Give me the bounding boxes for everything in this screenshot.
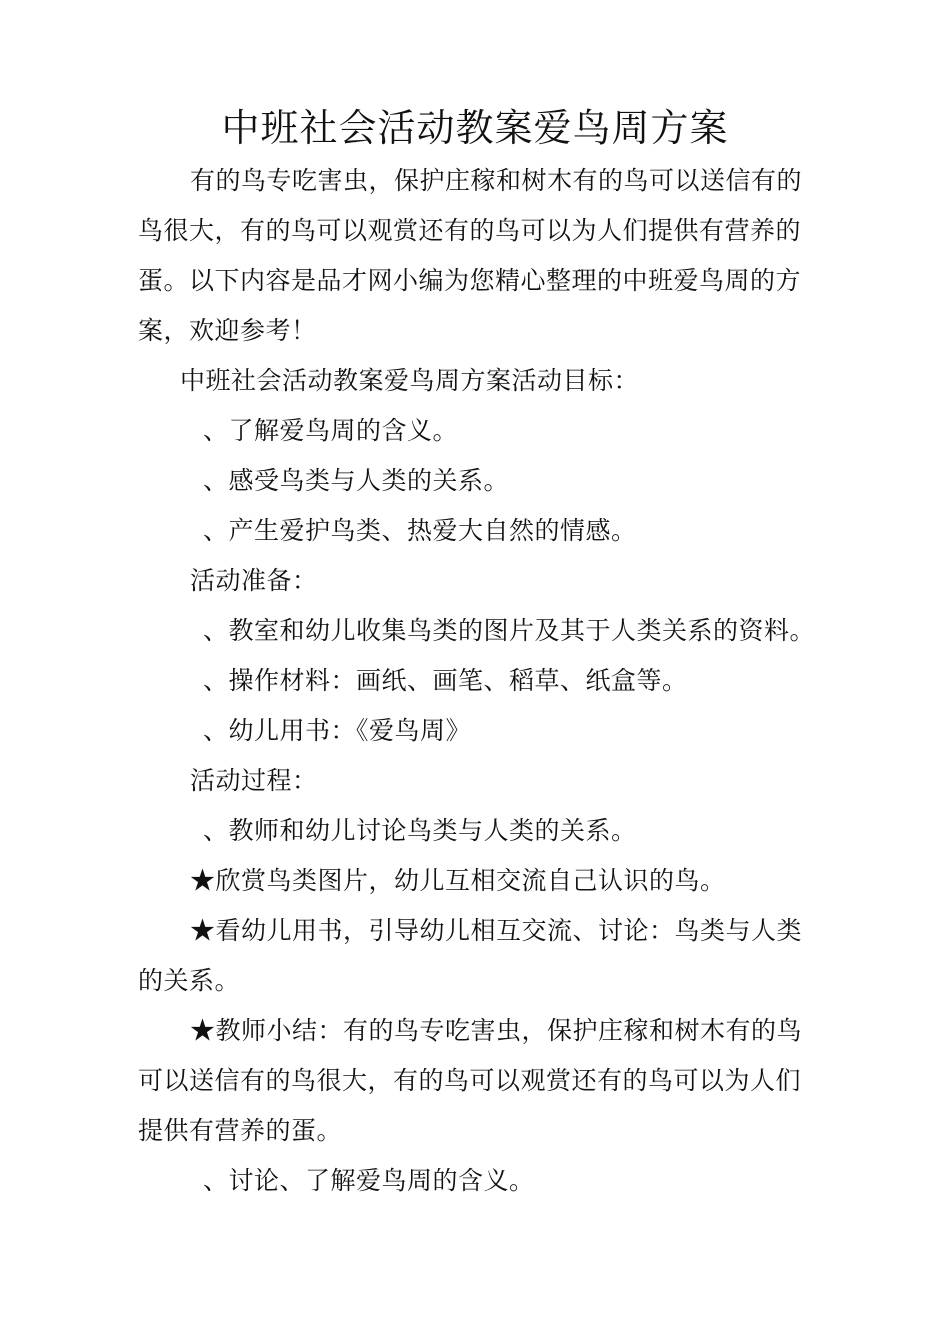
goal-item-2: 、感受鸟类与人类的关系。 [203, 466, 510, 495]
goal-item-3: 、产生爱护鸟类、热爱大自然的情感。 [203, 516, 637, 545]
intro-line-2: 鸟很大，有的鸟可以观赏还有的鸟可以为人们提供有营养的 [138, 216, 802, 245]
preparation-item-1: 、教室和幼儿收集鸟类的图片及其于人类关系的资料。 [203, 616, 816, 645]
process-item-1: 、教师和幼儿讨论鸟类与人类的关系。 [203, 816, 637, 845]
goal-item-1: 、了解爱鸟周的含义。 [203, 416, 459, 445]
intro-line-4: 案，欢迎参考！ [138, 316, 317, 345]
preparation-item-3: 、幼儿用书：《爱鸟周》 [203, 716, 472, 745]
intro-line-1: 有的鸟专吃害虫，保护庄稼和树木有的鸟可以送信有的 [190, 166, 803, 195]
process-star-2-line-2: 的关系。 [138, 966, 241, 995]
process-star-1: ★欣赏鸟类图片，幼儿互相交流自己认识的鸟。 [190, 866, 726, 895]
process-item-2: 、讨论、了解爱鸟周的含义。 [203, 1166, 535, 1195]
process-star-2-line-1: ★看幼儿用书，引导幼儿相互交流、讨论：鸟类与人类 [190, 916, 803, 945]
preparation-item-2: 、操作材料：画纸、画笔、稻草、纸盒等。 [203, 666, 688, 695]
process-heading: 活动过程： [190, 766, 318, 795]
process-star-3-line-1: ★教师小结：有的鸟专吃害虫，保护庄稼和树木有的鸟 [190, 1016, 803, 1045]
preparation-heading: 活动准备： [190, 566, 318, 595]
process-star-3-line-2: 可以送信有的鸟很大，有的鸟可以观赏还有的鸟可以为人们 [138, 1066, 802, 1095]
document-title: 中班社会活动教案爱鸟周方案 [221, 106, 729, 150]
process-star-3-line-3: 提供有营养的蛋。 [138, 1116, 343, 1145]
goals-heading: 中班社会活动教案爱鸟周方案活动目标： [180, 366, 640, 395]
intro-line-3: 蛋。以下内容是品才网小编为您精心整理的中班爱鸟周的方 [138, 266, 802, 295]
